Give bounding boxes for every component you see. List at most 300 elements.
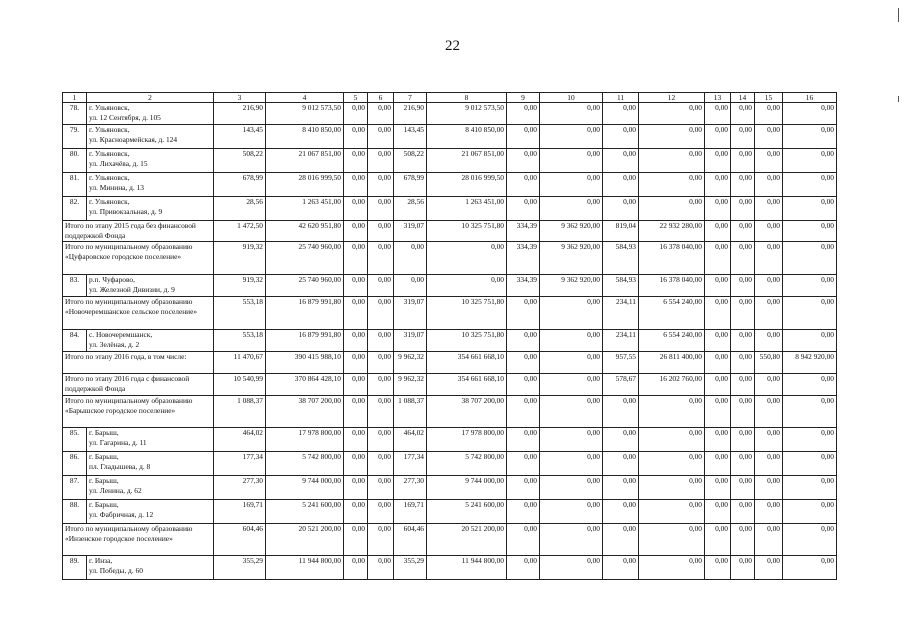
value-cell: 16 378 040,00	[639, 275, 705, 297]
column-number: 15	[755, 93, 783, 103]
address-line: ул. Зелёная, д. 2	[89, 339, 140, 349]
value-cell: 0,00	[731, 500, 755, 524]
column-number: 5	[344, 93, 368, 103]
value-cell: 0,00	[540, 452, 603, 476]
value-cell: 0,00	[540, 374, 603, 396]
value-cell: 0,00	[705, 197, 731, 221]
address-line: ул. Гагарина, д. 11	[89, 437, 147, 447]
address-cell	[87, 428, 214, 452]
subtotal-row	[63, 374, 837, 396]
value-cell: 0,00	[368, 374, 394, 396]
value-cell: 169,71	[214, 500, 266, 524]
value-cell: 9 362 920,00	[540, 242, 603, 275]
value-cell: 10 540,99	[214, 374, 266, 396]
value-cell: 0,00	[705, 149, 731, 173]
column-number-row	[63, 93, 837, 103]
column-number: 4	[266, 93, 344, 103]
value-cell: 11 470,67	[214, 352, 266, 374]
value-cell: 370 864 428,10	[266, 374, 344, 396]
value-cell: 0,00	[368, 275, 394, 297]
value-cell: 0,00	[731, 396, 755, 428]
value-cell: 0,00	[731, 428, 755, 452]
table-row	[63, 428, 837, 452]
value-cell: 0,00	[368, 396, 394, 428]
value-cell: 553,18	[214, 297, 266, 330]
value-cell: 0,00	[540, 556, 603, 580]
value-cell: 0,00	[368, 524, 394, 556]
value-cell: 0,00	[603, 556, 639, 580]
value-cell: 0,00	[507, 396, 540, 428]
value-cell: 0,00	[368, 197, 394, 221]
value-cell: 0,00	[344, 242, 368, 275]
value-cell: 0,00	[603, 103, 639, 125]
address-line: г. Ульяновск,	[89, 149, 130, 159]
value-cell: 1 263 451,00	[266, 197, 344, 221]
value-cell: 0,00	[344, 149, 368, 173]
value-cell: 0,00	[344, 428, 368, 452]
value-cell: 0,00	[368, 173, 394, 197]
value-cell: 0,00	[783, 242, 837, 275]
value-cell: 0,00	[368, 103, 394, 125]
value-cell: 277,30	[394, 476, 427, 500]
value-cell: 0,00	[368, 428, 394, 452]
value-cell: 0,00	[705, 556, 731, 580]
value-cell: 0,00	[368, 221, 394, 242]
column-number: 8	[427, 93, 507, 103]
column-number: 14	[731, 93, 755, 103]
value-cell: 0,00	[755, 556, 783, 580]
table-row	[63, 275, 837, 297]
column-number: 16	[783, 93, 837, 103]
address-line: г. Ульяновск,	[89, 125, 130, 135]
address-line: г. Барыш,	[89, 476, 119, 486]
address-line: г. Барыш,	[89, 452, 119, 462]
value-cell: 0,00	[731, 330, 755, 352]
value-cell: 0,00	[639, 396, 705, 428]
value-cell: 0,00	[783, 396, 837, 428]
value-cell: 0,00	[731, 103, 755, 125]
value-cell: 0,00	[603, 428, 639, 452]
value-cell: 0,00	[540, 524, 603, 556]
address-line: ул. Красноармейская, д. 124	[89, 134, 178, 144]
value-cell: 0,00	[639, 173, 705, 197]
address-cell	[87, 330, 214, 352]
value-cell: 1 263 451,00	[427, 197, 507, 221]
value-cell: 177,34	[394, 452, 427, 476]
value-cell: 354 661 668,10	[427, 374, 507, 396]
value-cell: 0,00	[507, 556, 540, 580]
value-cell: 0,00	[540, 173, 603, 197]
value-cell: 0,00	[394, 242, 427, 275]
value-cell: 0,00	[705, 125, 731, 149]
value-cell: 177,34	[214, 452, 266, 476]
value-cell: 0,00	[705, 476, 731, 500]
value-cell: 0,00	[705, 242, 731, 275]
column-number: 2	[87, 93, 214, 103]
value-cell: 42 620 951,80	[266, 221, 344, 242]
value-cell: 0,00	[639, 103, 705, 125]
value-cell: 604,46	[214, 524, 266, 556]
value-cell: 1 088,37	[214, 396, 266, 428]
value-cell: 0,00	[540, 197, 603, 221]
value-cell: 9 962,32	[394, 352, 427, 374]
table-row	[63, 556, 837, 580]
value-cell: 0,00	[344, 500, 368, 524]
subtotal-label: Итого по этапу 2016 года с финансовой поддержкой Фонда	[63, 374, 214, 396]
table-row	[63, 476, 837, 500]
value-cell: 25 740 960,00	[266, 275, 344, 297]
value-cell: 0,00	[731, 476, 755, 500]
address-line: ул. Минина, д. 13	[89, 182, 144, 192]
value-cell: 0,00	[755, 173, 783, 197]
value-cell: 0,00	[344, 524, 368, 556]
table-row	[63, 149, 837, 173]
value-cell: 0,00	[783, 297, 837, 330]
value-cell: 355,29	[214, 556, 266, 580]
value-cell: 1 088,37	[394, 396, 427, 428]
address-line: г. Барыш,	[89, 428, 119, 438]
value-cell: 584,93	[603, 242, 639, 275]
value-cell: 0,00	[344, 352, 368, 374]
value-cell: 25 740 960,00	[266, 242, 344, 275]
value-cell: 0,00	[755, 197, 783, 221]
value-cell: 0,00	[368, 297, 394, 330]
row-number: 87.	[63, 476, 87, 500]
value-cell: 0,00	[344, 556, 368, 580]
value-cell: 0,00	[368, 500, 394, 524]
table-row	[63, 197, 837, 221]
row-number: 78.	[63, 103, 87, 125]
address-line: с. Новочеремшанск,	[89, 330, 153, 340]
value-cell: 0,00	[783, 374, 837, 396]
value-cell: 0,00	[755, 500, 783, 524]
value-cell: 678,99	[394, 173, 427, 197]
value-cell: 0,00	[603, 197, 639, 221]
value-cell: 9 362 920,00	[540, 275, 603, 297]
value-cell: 0,00	[705, 275, 731, 297]
value-cell: 0,00	[731, 242, 755, 275]
address-line: ул. Фабричная, д. 12	[89, 509, 154, 519]
value-cell: 0,00	[783, 103, 837, 125]
value-cell: 216,90	[214, 103, 266, 125]
value-cell: 0,00	[731, 173, 755, 197]
value-cell: 319,07	[394, 221, 427, 242]
value-cell: 0,00	[603, 149, 639, 173]
value-cell: 5 742 800,00	[427, 452, 507, 476]
value-cell: 0,00	[639, 524, 705, 556]
value-cell: 234,11	[603, 297, 639, 330]
value-cell: 16 879 991,80	[266, 297, 344, 330]
value-cell: 216,90	[394, 103, 427, 125]
value-cell: 0,00	[755, 428, 783, 452]
address-cell	[87, 149, 214, 173]
address-line: ул. 12 Сентября, д. 105	[89, 112, 161, 122]
value-cell: 0,00	[507, 197, 540, 221]
column-number: 12	[639, 93, 705, 103]
value-cell: 17 978 800,00	[427, 428, 507, 452]
address-cell	[87, 103, 214, 125]
table-row	[63, 173, 837, 197]
value-cell: 0,00	[507, 352, 540, 374]
value-cell: 0,00	[755, 103, 783, 125]
value-cell: 5 241 600,00	[266, 500, 344, 524]
value-cell: 0,00	[368, 125, 394, 149]
value-cell: 464,02	[394, 428, 427, 452]
value-cell: 957,55	[603, 352, 639, 374]
value-cell: 277,30	[214, 476, 266, 500]
value-cell: 334,39	[507, 242, 540, 275]
value-cell: 21 067 851,00	[266, 149, 344, 173]
value-cell: 0,00	[507, 500, 540, 524]
row-number: 84.	[63, 330, 87, 352]
value-cell: 234,11	[603, 330, 639, 352]
address-cell	[87, 500, 214, 524]
value-cell: 0,00	[783, 173, 837, 197]
value-cell: 0,00	[705, 452, 731, 476]
value-cell: 919,32	[214, 242, 266, 275]
value-cell: 0,00	[705, 297, 731, 330]
value-cell: 0,00	[755, 476, 783, 500]
subtotal-label: Итого по муниципальному образованию «Барышское городское поселение»	[63, 396, 214, 428]
value-cell: 9 012 573,50	[266, 103, 344, 125]
value-cell: 6 554 240,00	[639, 330, 705, 352]
value-cell: 0,00	[344, 476, 368, 500]
subtotal-row	[63, 297, 837, 330]
value-cell: 0,00	[507, 374, 540, 396]
value-cell: 0,00	[755, 242, 783, 275]
value-cell: 0,00	[705, 374, 731, 396]
subtotal-label: Итого по муниципальному образованию «Инзенское городское поселение»	[63, 524, 214, 556]
value-cell: 0,00	[783, 500, 837, 524]
value-cell: 0,00	[783, 428, 837, 452]
value-cell: 0,00	[540, 149, 603, 173]
value-cell: 20 521 200,00	[427, 524, 507, 556]
value-cell: 604,46	[394, 524, 427, 556]
value-cell: 0,00	[783, 221, 837, 242]
subtotal-label: Итого по этапу 2015 года без финансовой поддержкой Фонда	[63, 221, 214, 242]
value-cell: 9 362 920,00	[540, 221, 603, 242]
value-cell: 0,00	[639, 476, 705, 500]
value-cell: 390 415 988,10	[266, 352, 344, 374]
value-cell: 0,00	[507, 428, 540, 452]
value-cell: 0,00	[639, 197, 705, 221]
value-cell: 0,00	[783, 125, 837, 149]
value-cell: 0,00	[427, 275, 507, 297]
value-cell: 0,00	[731, 524, 755, 556]
table-row	[63, 103, 837, 125]
value-cell: 0,00	[344, 452, 368, 476]
value-cell: 0,00	[344, 374, 368, 396]
value-cell: 0,00	[603, 476, 639, 500]
subtotal-label: Итого по муниципальному образованию «Цуфаровское городское поселение»	[63, 242, 214, 275]
value-cell: 819,04	[603, 221, 639, 242]
value-cell: 0,00	[731, 352, 755, 374]
address-line: г. Ульяновск,	[89, 103, 130, 113]
value-cell: 10 325 751,80	[427, 221, 507, 242]
value-cell: 0,00	[731, 275, 755, 297]
value-cell: 0,00	[344, 125, 368, 149]
value-cell: 17 978 800,00	[266, 428, 344, 452]
value-cell: 5 742 800,00	[266, 452, 344, 476]
value-cell: 22 932 280,00	[639, 221, 705, 242]
value-cell: 0,00	[540, 352, 603, 374]
value-cell: 0,00	[603, 173, 639, 197]
value-cell: 0,00	[731, 556, 755, 580]
address-line: г. Барыш,	[89, 500, 119, 510]
column-number: 9	[507, 93, 540, 103]
value-cell: 0,00	[705, 396, 731, 428]
value-cell: 0,00	[705, 221, 731, 242]
value-cell: 0,00	[755, 125, 783, 149]
value-cell: 0,00	[755, 452, 783, 476]
row-number: 86.	[63, 452, 87, 476]
value-cell: 8 410 850,00	[427, 125, 507, 149]
value-cell: 464,02	[214, 428, 266, 452]
address-line: ул. Победы, д. 60	[89, 565, 143, 575]
column-number: 7	[394, 93, 427, 103]
value-cell: 9 962,32	[394, 374, 427, 396]
value-cell: 0,00	[368, 476, 394, 500]
value-cell: 0,00	[783, 275, 837, 297]
value-cell: 0,00	[731, 149, 755, 173]
value-cell: 6 554 240,00	[639, 297, 705, 330]
value-cell: 38 707 200,00	[266, 396, 344, 428]
table-row	[63, 330, 837, 352]
value-cell: 28 016 999,50	[266, 173, 344, 197]
value-cell: 0,00	[783, 524, 837, 556]
value-cell: 0,00	[507, 452, 540, 476]
subtotal-row	[63, 524, 837, 556]
value-cell: 0,00	[603, 396, 639, 428]
value-cell: 28,56	[394, 197, 427, 221]
subtotal-row	[63, 242, 837, 275]
value-cell: 0,00	[731, 197, 755, 221]
value-cell: 0,00	[344, 197, 368, 221]
value-cell: 0,00	[783, 330, 837, 352]
row-number: 79.	[63, 125, 87, 149]
value-cell: 0,00	[394, 275, 427, 297]
value-cell: 0,00	[783, 452, 837, 476]
value-cell: 578,67	[603, 374, 639, 396]
row-number: 82.	[63, 197, 87, 221]
value-cell: 0,00	[639, 500, 705, 524]
value-cell: 0,00	[344, 275, 368, 297]
column-number: 1	[63, 93, 87, 103]
value-cell: 0,00	[344, 103, 368, 125]
address-cell	[87, 476, 214, 500]
value-cell: 0,00	[705, 500, 731, 524]
value-cell: 0,00	[507, 330, 540, 352]
row-number: 81.	[63, 173, 87, 197]
value-cell: 334,39	[507, 275, 540, 297]
value-cell: 0,00	[344, 173, 368, 197]
value-cell: 0,00	[731, 452, 755, 476]
value-cell: 0,00	[368, 452, 394, 476]
value-cell: 0,00	[507, 297, 540, 330]
value-cell: 553,18	[214, 330, 266, 352]
value-cell: 9 744 000,00	[427, 476, 507, 500]
value-cell: 5 241 600,00	[427, 500, 507, 524]
value-cell: 508,22	[214, 149, 266, 173]
value-cell: 0,00	[427, 242, 507, 275]
address-cell	[87, 173, 214, 197]
value-cell: 0,00	[639, 149, 705, 173]
value-cell: 0,00	[603, 500, 639, 524]
value-cell: 0,00	[639, 556, 705, 580]
value-cell: 0,00	[344, 221, 368, 242]
subtotal-row	[63, 221, 837, 242]
value-cell: 20 521 200,00	[266, 524, 344, 556]
row-number: 85.	[63, 428, 87, 452]
value-cell: 0,00	[368, 330, 394, 352]
value-cell: 0,00	[783, 149, 837, 173]
address-line: г. Инза,	[89, 556, 113, 566]
value-cell: 0,00	[731, 374, 755, 396]
value-cell: 0,00	[705, 173, 731, 197]
value-cell: 9 744 000,00	[266, 476, 344, 500]
value-cell: 0,00	[731, 125, 755, 149]
column-number: 6	[368, 93, 394, 103]
address-cell	[87, 452, 214, 476]
value-cell: 8 942 920,00	[783, 352, 837, 374]
value-cell: 0,00	[540, 297, 603, 330]
value-cell: 16 879 991,80	[266, 330, 344, 352]
value-cell: 0,00	[344, 396, 368, 428]
value-cell: 0,00	[755, 221, 783, 242]
address-cell	[87, 275, 214, 297]
table-row	[63, 125, 837, 149]
value-cell: 0,00	[540, 428, 603, 452]
table-row	[63, 452, 837, 476]
value-cell: 21 067 851,00	[427, 149, 507, 173]
value-cell: 354 661 668,10	[427, 352, 507, 374]
address-cell	[87, 197, 214, 221]
column-number: 11	[603, 93, 639, 103]
margin-mark	[898, 96, 899, 102]
value-cell: 0,00	[540, 396, 603, 428]
value-cell: 0,00	[705, 428, 731, 452]
value-cell: 0,00	[507, 524, 540, 556]
value-cell: 0,00	[368, 242, 394, 275]
value-cell: 38 707 200,00	[427, 396, 507, 428]
address-line: г. Ульяновск,	[89, 173, 130, 183]
value-cell: 319,07	[394, 297, 427, 330]
row-number: 83.	[63, 275, 87, 297]
value-cell: 0,00	[507, 173, 540, 197]
row-number: 89.	[63, 556, 87, 580]
value-cell: 8 410 850,00	[266, 125, 344, 149]
address-cell	[87, 556, 214, 580]
value-cell: 319,07	[394, 330, 427, 352]
value-cell: 0,00	[705, 103, 731, 125]
value-cell: 584,93	[603, 275, 639, 297]
value-cell: 334,39	[507, 221, 540, 242]
value-cell: 0,00	[540, 500, 603, 524]
value-cell: 0,00	[540, 125, 603, 149]
value-cell: 16 202 760,00	[639, 374, 705, 396]
value-cell: 0,00	[507, 149, 540, 173]
value-cell: 0,00	[705, 330, 731, 352]
housing-register-table	[62, 92, 837, 580]
value-cell: 0,00	[603, 452, 639, 476]
value-cell: 0,00	[783, 556, 837, 580]
value-cell: 28 016 999,50	[427, 173, 507, 197]
row-number: 80.	[63, 149, 87, 173]
value-cell: 11 944 800,00	[266, 556, 344, 580]
value-cell: 10 325 751,80	[427, 297, 507, 330]
address-line: г. Ульяновск,	[89, 197, 130, 207]
value-cell: 0,00	[639, 452, 705, 476]
